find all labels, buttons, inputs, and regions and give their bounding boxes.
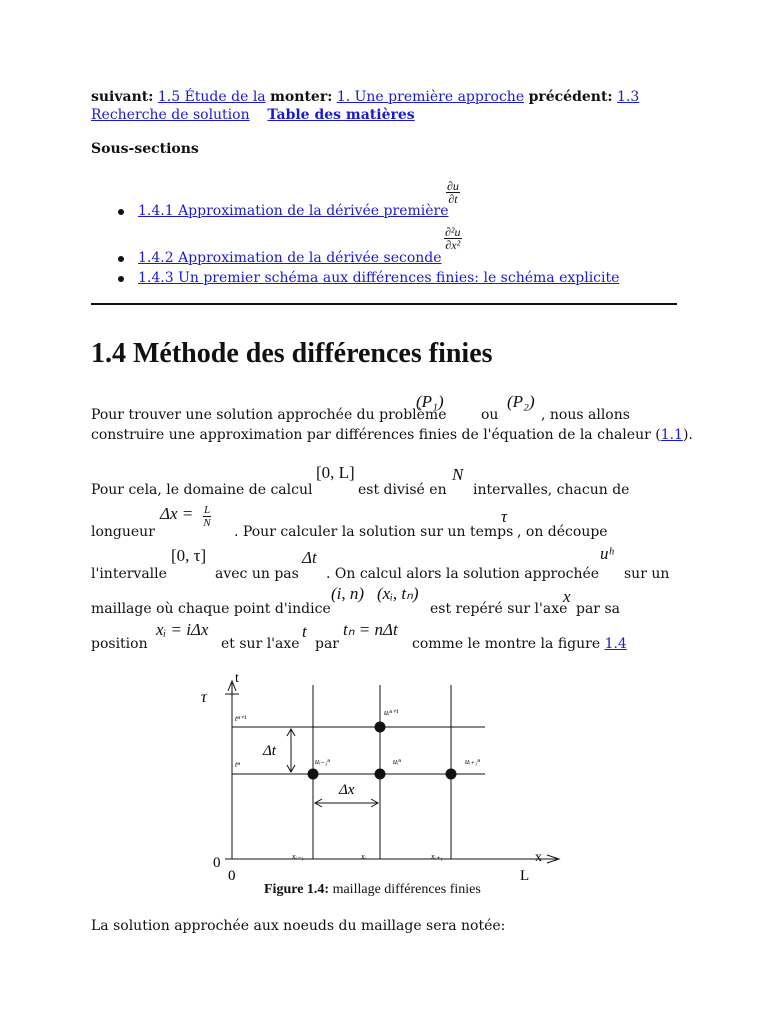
u-top-label: uᵢⁿ⁺¹ bbox=[384, 708, 399, 717]
math-tn: tₙ = nΔt bbox=[343, 620, 398, 639]
bullet-2 bbox=[118, 256, 124, 262]
para2-text-c1: l'intervalle bbox=[91, 566, 167, 582]
para2-text-e3: par bbox=[315, 636, 340, 652]
math-xi: xᵢ = iΔx bbox=[156, 620, 209, 639]
bullet-3 bbox=[118, 276, 124, 282]
navigation-bar-line2 bbox=[91, 105, 415, 125]
fraction-denominator: ∂t bbox=[448, 192, 458, 206]
fraction-numerator: ∂²u bbox=[445, 225, 461, 239]
math-N: N bbox=[452, 465, 464, 484]
math-index: (i, n) bbox=[331, 584, 365, 603]
math-p1: (P₁) bbox=[416, 392, 444, 411]
subsections-heading: Sous-sections bbox=[91, 141, 199, 157]
para2-text-b1: longueur bbox=[91, 524, 155, 540]
para3-text: La solution approchée aux noeuds du maillage sera notée: bbox=[91, 918, 506, 934]
math-dx: Δx = bbox=[160, 504, 194, 523]
math-tau: τ bbox=[501, 507, 508, 526]
para2-text-c3: . On calcul alors la solution approchée bbox=[326, 566, 600, 582]
horizontal-rule bbox=[91, 303, 677, 305]
para1-text-1: Pour trouver une solution approchée du problème bbox=[91, 407, 447, 423]
node-mid bbox=[375, 769, 386, 780]
tn-label: tⁿ bbox=[235, 760, 240, 769]
u-right-label: uᵢ₊₁ⁿ bbox=[465, 757, 480, 766]
node-left bbox=[308, 769, 319, 780]
fraction-d2u-dx2 bbox=[444, 226, 462, 251]
xip1-label: xᵢ₊₁ bbox=[431, 852, 443, 861]
origin-x-label: 0 bbox=[228, 868, 236, 884]
bullet-1 bbox=[118, 209, 124, 215]
para2-text-d2: est repéré sur l'axe bbox=[430, 601, 568, 617]
para2-text-a1: Pour cela, le domaine de calcul bbox=[91, 482, 313, 498]
xi-label: xᵢ bbox=[361, 852, 366, 861]
para1-text-3: , nous allons bbox=[541, 407, 630, 423]
up-link[interactable]: 1. Une première approche bbox=[336, 89, 525, 105]
fraction-numerator: L bbox=[204, 504, 211, 516]
para2-text-e2: et sur l'axe bbox=[221, 636, 300, 652]
up-label: monter: bbox=[270, 89, 333, 105]
para2-text-e4 bbox=[412, 636, 627, 652]
node-right bbox=[446, 769, 457, 780]
subsection-link-2[interactable]: 1.4.2 Approximation de la dérivée seconde bbox=[138, 250, 442, 266]
navigation-bar bbox=[91, 87, 639, 107]
mesh-figure bbox=[195, 663, 575, 885]
para2-text-a3: intervalles, chacun de bbox=[473, 482, 630, 498]
math-interval: [0, τ] bbox=[171, 546, 207, 565]
para2-text-d1: maillage où chaque point d'indice bbox=[91, 601, 331, 617]
tn1-label: tⁿ⁺¹ bbox=[235, 714, 247, 723]
para2-text-e1: position bbox=[91, 636, 148, 652]
math-p2: (P₂) bbox=[507, 392, 535, 411]
page-title: 1.4 Méthode des différences finies bbox=[91, 338, 493, 369]
figure-link[interactable]: 1.4 bbox=[604, 636, 627, 652]
fraction-denominator: ∂x² bbox=[445, 238, 461, 252]
figure-caption bbox=[264, 882, 481, 898]
para2-text-c2: avec un pas bbox=[215, 566, 299, 582]
dx-label: Δx bbox=[339, 782, 355, 798]
u-mid-label: uᵢⁿ bbox=[393, 757, 401, 766]
t-axis-label: t bbox=[235, 671, 239, 686]
next-link[interactable]: 1.5 Étude de la bbox=[157, 89, 266, 105]
para1-text-5: ). bbox=[682, 427, 693, 443]
math-uh: uʰ bbox=[600, 544, 614, 563]
fraction-du-dt bbox=[446, 180, 460, 205]
caption-label: Figure 1.4: bbox=[264, 882, 330, 897]
subsection-link-1[interactable]: 1.4.1 Approximation de la dérivée première bbox=[138, 203, 449, 219]
para1-text-4: construire une approximation par différences finies de l'équation de la chaleur ( bbox=[91, 427, 661, 443]
para2-text-d3: par sa bbox=[576, 601, 620, 617]
para2-text-b2: . Pour calculer la solution sur un temps bbox=[234, 524, 514, 540]
math-t: t bbox=[302, 622, 307, 641]
tau-label: τ bbox=[201, 689, 207, 706]
caption-text: maillage différences finies bbox=[332, 882, 481, 897]
math-domain: [0, L] bbox=[316, 463, 355, 482]
fraction-numerator: ∂u bbox=[447, 179, 459, 193]
para2-text-c4: sur un bbox=[624, 566, 670, 582]
prev-link-number[interactable]: 1.3 bbox=[617, 89, 640, 105]
xim1-label: xᵢ₋₁ bbox=[292, 852, 304, 861]
subsection-link-3[interactable]: 1.4.3 Un premier schéma aux différences finies: le schéma explicite bbox=[138, 270, 620, 286]
origin-t-label: 0 bbox=[213, 855, 221, 871]
para2-text-b3: , on découpe bbox=[517, 524, 608, 540]
para2-text-e4-label: comme le montre la figure bbox=[412, 636, 601, 652]
toc-link[interactable]: Table des matières bbox=[267, 107, 415, 123]
x-axis-label: x bbox=[535, 850, 542, 865]
math-point: (xᵢ, tₙ) bbox=[377, 584, 419, 603]
para1-line2 bbox=[91, 427, 693, 443]
L-label: L bbox=[520, 868, 530, 884]
prev-link[interactable]: Recherche de solution bbox=[91, 107, 250, 123]
dt-label: Δt bbox=[263, 743, 276, 759]
u-left-label: uᵢ₋₁ⁿ bbox=[315, 757, 330, 766]
math-x: x bbox=[563, 587, 571, 606]
next-label: suivant: bbox=[91, 89, 154, 105]
para2-text-a2: est divisé en bbox=[358, 482, 447, 498]
fraction-L-N bbox=[203, 504, 211, 529]
equation-link[interactable]: 1.1 bbox=[660, 427, 683, 443]
prev-label: précédent: bbox=[528, 89, 613, 105]
fraction-denominator: N bbox=[203, 517, 211, 529]
node-top bbox=[375, 722, 386, 733]
para1-text-2: ou bbox=[481, 407, 499, 423]
math-dt: Δt bbox=[302, 548, 317, 567]
